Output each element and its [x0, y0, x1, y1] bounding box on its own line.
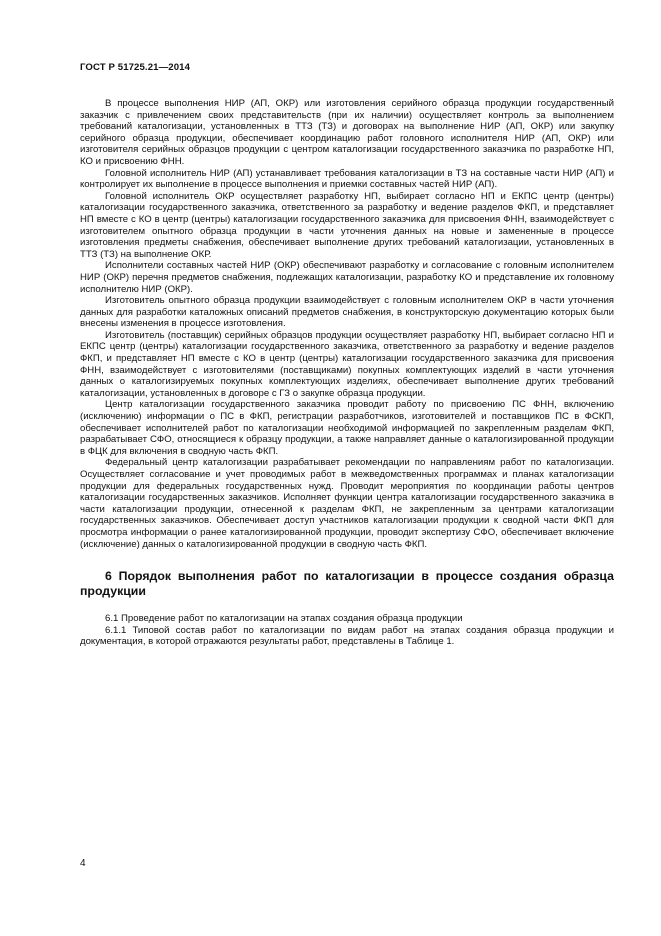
subsection-item: 6.1.1 Типовой состав работ по каталогизации по видам работ на этапах создания образца продукции и документация, в которой отражаются результаты работ, представлены в Таблице 1. — [80, 624, 614, 648]
paragraph: Изготовитель (поставщик) серийных образцов продукции осуществляет разработку НП, выбирает согласно НП и ЕКПС центр (центры) каталогизации государственного заказчика, ответственного за разработку и ведение разделов ФКП, и представляет НП вместе с КО в центр (центры) каталогизации государственного заказчика для присвоения ФНН, взаимодействует с изготовителями (поставщиками) покупных комплектующих изделий в части уточнения данных о каталогизируемых покупных комплектующих изделиях, обеспечивает выполнение других требований каталогизации, установленных в договоре с ГЗ о закупке образца продукции. — [80, 329, 614, 399]
paragraph: Изготовитель опытного образца продукции взаимодействует с головным исполнителем ОКР в части уточнения данных для разработки каталожных описаний предметов снабжения, в конструкторскую документацию которых были внесены изменения в процессе изготовления. — [80, 295, 614, 330]
paragraph: В процессе выполнения НИР (АП, ОКР) или изготовления серийного образца продукции государственный заказчик с привлечением своих представительств (при их наличии) осуществляет контроль за выполнением требований каталогизации, установленных в ТТЗ (ТЗ) и договорах на выполнение НИР (АП, ОКР) или закупку серийного образца продукции, обеспечивает координацию работ головного исполнителя НИР (АП, ОКР) или изготовителя серийных образцов продукции с центром каталогизации государственного заказчика по разработке НП, КО и присвоению ФНН. — [80, 98, 614, 167]
document-code-header: ГОСТ Р 51725.21—2014 — [80, 62, 191, 73]
paragraph: Федеральный центр каталогизации разрабатывает рекомендации по направлениям работ по каталогизации. Осуществляет согласование и учет проводимых работ в межведомственных программах и планах каталогизации продукции для федеральных государственных нужд. Проводит мероприятия по координации работы центров каталогизации государственных заказчиков. Исполняет функции центра каталогизации государственного заказчика в части каталогизации продукции, отнесенной к разделам ФКП, не закрепленным за центрами каталогизации государственных заказчиков. Обеспечивает доступ участников каталогизации продукции к сводной части ФКП для просмотра информации о ранее каталогизированной продукции, проводит экспертизу СФО, обеспечивает включение (исключение) данных о каталогизированной продукции в сводную часть ФКП. — [80, 457, 614, 550]
subsection-item: 6.1 Проведение работ по каталогизации на этапах создания образца продукции — [105, 613, 463, 625]
paragraph: Головной исполнитель НИР (АП) устанавливает требования каталогизации в ТЗ на составные части НИР (АП) и контролирует их выполнение в процессе выполнения и приемки составных частей НИР (АП). — [80, 167, 614, 191]
paragraph: Исполнители составных частей НИР (ОКР) обеспечивают разработку и согласование с головным исполнителем НИР (ОКР) перечня предметов снабжения, подлежащих каталогизации, разработку КО и представление их головному исполнителю НИР (ОКР). — [80, 260, 614, 295]
paragraph: Центр каталогизации государственного заказчика проводит работу по присвоению ПС ФНН, включению (исключению) информации о ПС в ФКП, регистрации разработчиков, изготовителей и поставщиков ПС в ФСКП, обеспечивает исполнителей работ по каталогизации необходимой информацией по закрепленным разделам ФКП, разрабатывает СФО, относящиеся к образцу продукции, а также направляет данные о каталогизированной продукции в ФЦК для включения в сводную часть ФКП. — [80, 399, 614, 457]
section-heading: 6 Порядок выполнения работ по каталогизации в процессе создания образца продукции — [80, 569, 614, 599]
page-number: 4 — [80, 858, 86, 869]
paragraph: Головной исполнитель ОКР осуществляет разработку НП, выбирает согласно НП и ЕКПС центр (центры) каталогизации государственного заказчика, ответственного за разработку и ведение разделов ФКП, и представляет НП вместе с КО в центр (центры) каталогизации государственного заказчика для присвоения ФНН, взаимодействует с изготовителем опытного образца продукции в части уточнения данных на новые и замененные в процессе изготовления предметы снабжения, обеспечивает выполнение других требований каталогизации, установленных в ТТЗ (ТЗ) на выполнение ОКР. — [80, 190, 614, 260]
document-body — [80, 98, 614, 648]
